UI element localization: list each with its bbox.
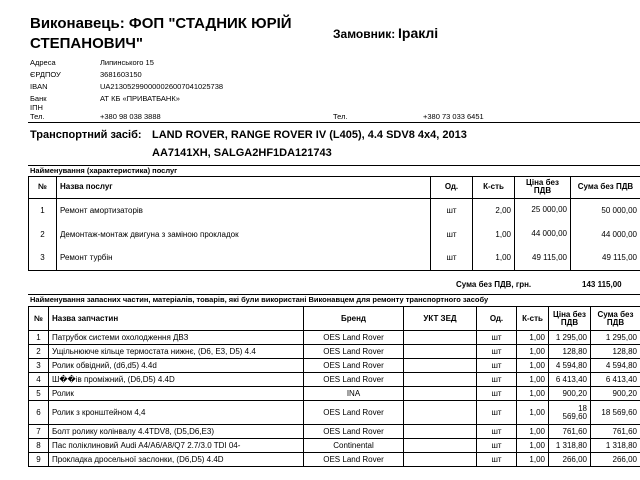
row-price: 900,20 bbox=[549, 387, 591, 401]
divider bbox=[28, 122, 640, 123]
row-num: 2 bbox=[29, 345, 49, 359]
row-unit: шт bbox=[477, 453, 517, 467]
contractor-field-label: Тел. bbox=[30, 112, 45, 121]
row-brand: OES Land Rover bbox=[304, 331, 404, 345]
col-sum: Сума без ПДВ bbox=[597, 309, 634, 327]
col-unit: Од. bbox=[431, 176, 473, 198]
row-service-name: Ремонт амортизаторів bbox=[57, 198, 431, 222]
contractor-header bbox=[30, 14, 292, 33]
contractor-field-label: IBAN bbox=[30, 82, 48, 91]
table-row bbox=[29, 222, 640, 246]
row-num: 9 bbox=[29, 453, 49, 467]
row-qty: 2,00 bbox=[473, 198, 515, 222]
parts-header-row bbox=[29, 307, 640, 331]
row-unit: шт bbox=[431, 246, 473, 270]
row-code bbox=[404, 453, 477, 467]
row-brand: OES Land Rover bbox=[304, 373, 404, 387]
parts-table bbox=[28, 306, 640, 467]
services-table bbox=[28, 176, 640, 271]
row-unit: шт bbox=[477, 373, 517, 387]
row-code bbox=[404, 401, 477, 425]
table-row bbox=[29, 387, 640, 401]
row-unit: шт bbox=[477, 331, 517, 345]
row-qty: 1,00 bbox=[517, 453, 549, 467]
row-qty: 1,00 bbox=[517, 387, 549, 401]
row-qty: 1,00 bbox=[517, 401, 549, 425]
services-total-value: 143 115,00 bbox=[582, 280, 622, 289]
row-code bbox=[404, 359, 477, 373]
row-qty: 1,00 bbox=[473, 222, 515, 246]
row-code bbox=[404, 331, 477, 345]
col-code: УКТ ЗЕД bbox=[404, 307, 477, 331]
row-unit: шт bbox=[477, 425, 517, 439]
row-qty: 1,00 bbox=[517, 439, 549, 453]
row-qty: 1,00 bbox=[517, 331, 549, 345]
table-row bbox=[29, 198, 640, 222]
row-brand: OES Land Rover bbox=[304, 359, 404, 373]
vehicle-label: Транспортний засіб: bbox=[30, 129, 142, 141]
row-brand: OES Land Rover bbox=[304, 401, 404, 425]
row-sum: 6 413,40 bbox=[605, 375, 637, 384]
row-sum: 49 115,00 bbox=[602, 253, 637, 263]
row-price: 266,00 bbox=[549, 453, 591, 467]
row-sum: 1 295,00 bbox=[605, 333, 637, 342]
parts-section-title: Найменування запасних частин, матеріалів, товарів, які були використані Виконавцем для ремонту транспортного засобу bbox=[30, 295, 489, 304]
row-price: 44 000,00 bbox=[515, 222, 571, 246]
row-unit: шт bbox=[477, 439, 517, 453]
row-part-name: Прокладка дросельної заслонки, (D6,D5) 4.4D bbox=[49, 453, 304, 467]
row-part-name: Ущільнююче кільце термостата нижнє, (D6, E3, D5) 4.4 bbox=[49, 345, 304, 359]
contractor-field-label: Адреса bbox=[30, 58, 56, 67]
row-brand: INA bbox=[304, 387, 404, 401]
row-qty: 1,00 bbox=[517, 359, 549, 373]
services-section-title: Найменування (характеристика) послуг bbox=[30, 166, 178, 175]
row-sum: 4 594,80 bbox=[605, 361, 637, 370]
row-num: 8 bbox=[29, 439, 49, 453]
row-num: 3 bbox=[29, 359, 49, 373]
row-part-name: Болт ролику колінвалу 4.4TDV8, (D5,D6,E3) bbox=[49, 425, 304, 439]
row-unit: шт bbox=[431, 198, 473, 222]
contractor-field-label: ЄРДПОУ bbox=[30, 70, 61, 79]
contractor-field-value: +380 98 038 3888 bbox=[100, 112, 161, 121]
table-row bbox=[29, 345, 640, 359]
row-price: 25 000,00 bbox=[515, 198, 571, 222]
row-code bbox=[404, 425, 477, 439]
contractor-field-label: ІПН bbox=[30, 103, 43, 112]
contractor-name-line2: СТЕПАНОВИЧ" bbox=[30, 35, 144, 52]
row-num: 6 bbox=[29, 401, 49, 425]
row-num: 2 bbox=[29, 222, 57, 246]
row-brand: Continental bbox=[304, 439, 404, 453]
row-price: 18 569,60 bbox=[549, 401, 591, 425]
row-code bbox=[404, 373, 477, 387]
table-row bbox=[29, 359, 640, 373]
services-header-row bbox=[29, 176, 640, 198]
row-service-name: Демонтаж-монтаж двигуна з заміною прокладок bbox=[57, 222, 431, 246]
row-service-name: Ремонт турбін bbox=[57, 246, 431, 270]
col-num: № bbox=[29, 307, 49, 331]
row-part-name: Ш��ів проміжний, (D6,D5) 4.4D bbox=[49, 373, 304, 387]
row-num: 1 bbox=[29, 331, 49, 345]
contractor-field-value: АТ КБ «ПРИВАТБАНК» bbox=[100, 94, 180, 103]
row-unit: шт bbox=[477, 387, 517, 401]
row-sum: 18 569,60 bbox=[601, 408, 637, 417]
col-price: Ціна без ПДВ bbox=[549, 307, 591, 331]
row-code bbox=[404, 387, 477, 401]
table-row bbox=[29, 425, 640, 439]
col-num: № bbox=[29, 176, 57, 198]
col-sum: Сума без ПДВ bbox=[577, 181, 634, 191]
contractor-field-label: Банк bbox=[30, 94, 47, 103]
row-brand: OES Land Rover bbox=[304, 345, 404, 359]
table-row bbox=[29, 246, 640, 270]
row-sum: 128,80 bbox=[612, 347, 637, 356]
vehicle-line2: AA7141XH, SALGA2HF1DA121743 bbox=[152, 147, 332, 159]
row-num: 7 bbox=[29, 425, 49, 439]
row-qty: 1,00 bbox=[517, 425, 549, 439]
row-sum: 50 000,00 bbox=[601, 205, 637, 215]
table-row bbox=[29, 439, 640, 453]
col-qty: К-сть bbox=[473, 176, 515, 198]
services-total-label: Сума без ПДВ, грн. bbox=[456, 280, 532, 289]
row-part-name: Пас поліклиновий Audi A4/A6/A8/Q7 2.7/3.0 TDI 04- bbox=[49, 439, 304, 453]
row-sum: 900,20 bbox=[612, 389, 637, 398]
customer-label: Замовник: bbox=[333, 27, 396, 41]
contractor-label: Виконавець: bbox=[30, 15, 125, 32]
row-unit: шт bbox=[431, 222, 473, 246]
col-part-name: Назва запчастин bbox=[49, 307, 304, 331]
row-unit: шт bbox=[477, 345, 517, 359]
contractor-name-line1: ФОП "СТАДНИК ЮРІЙ bbox=[128, 15, 292, 32]
row-code bbox=[404, 439, 477, 453]
row-num: 4 bbox=[29, 373, 49, 387]
contractor-field-value: UA213052990000026007041025738 bbox=[100, 82, 224, 91]
customer-phone-label: Тел. bbox=[333, 112, 348, 121]
row-price: 49 115,00 bbox=[515, 246, 571, 270]
col-price: Ціна без ПДВ bbox=[515, 176, 571, 198]
row-code bbox=[404, 345, 477, 359]
row-part-name: Ролик з кронштейном 4,4 bbox=[49, 401, 304, 425]
contractor-field-value: Липинського 15 bbox=[100, 58, 154, 67]
row-brand: OES Land Rover bbox=[304, 453, 404, 467]
row-sum: 266,00 bbox=[612, 455, 637, 464]
row-brand: OES Land Rover bbox=[304, 425, 404, 439]
row-price: 4 594,80 bbox=[549, 359, 591, 373]
row-num: 1 bbox=[29, 198, 57, 222]
row-num: 5 bbox=[29, 387, 49, 401]
row-part-name: Ролик bbox=[49, 387, 304, 401]
row-price: 761,60 bbox=[549, 425, 591, 439]
vehicle-line1: LAND ROVER, RANGE ROVER IV (L405), 4.4 SDV8 4x4, 2013 bbox=[152, 129, 467, 141]
col-unit: Од. bbox=[477, 307, 517, 331]
customer-name: Іраклі bbox=[398, 25, 439, 41]
row-qty: 1,00 bbox=[473, 246, 515, 270]
col-brand: Бренд bbox=[304, 307, 404, 331]
row-price: 1 295,00 bbox=[549, 331, 591, 345]
customer-phone: +380 73 033 6451 bbox=[423, 112, 484, 121]
row-sum: 761,60 bbox=[612, 427, 637, 436]
row-unit: шт bbox=[477, 401, 517, 425]
row-part-name: Ролик обвідний, (d6,d5) 4.4d bbox=[49, 359, 304, 373]
table-row bbox=[29, 401, 640, 425]
row-unit: шт bbox=[477, 359, 517, 373]
table-row bbox=[29, 373, 640, 387]
table-row bbox=[29, 331, 640, 345]
row-qty: 1,00 bbox=[517, 373, 549, 387]
row-price: 6 413,40 bbox=[549, 373, 591, 387]
col-service-name: Назва послуг bbox=[57, 176, 431, 198]
row-qty: 1,00 bbox=[517, 345, 549, 359]
contractor-field-value: 3681603150 bbox=[100, 70, 142, 79]
col-qty: К-сть bbox=[517, 307, 549, 331]
row-price: 1 318,80 bbox=[549, 439, 591, 453]
row-price: 128,80 bbox=[549, 345, 591, 359]
row-part-name: Патрубок системи охолодження ДВЗ bbox=[49, 331, 304, 345]
row-sum: 1 318,80 bbox=[605, 441, 637, 450]
table-row bbox=[29, 453, 640, 467]
row-sum: 44 000,00 bbox=[601, 229, 637, 239]
row-num: 3 bbox=[29, 246, 57, 270]
